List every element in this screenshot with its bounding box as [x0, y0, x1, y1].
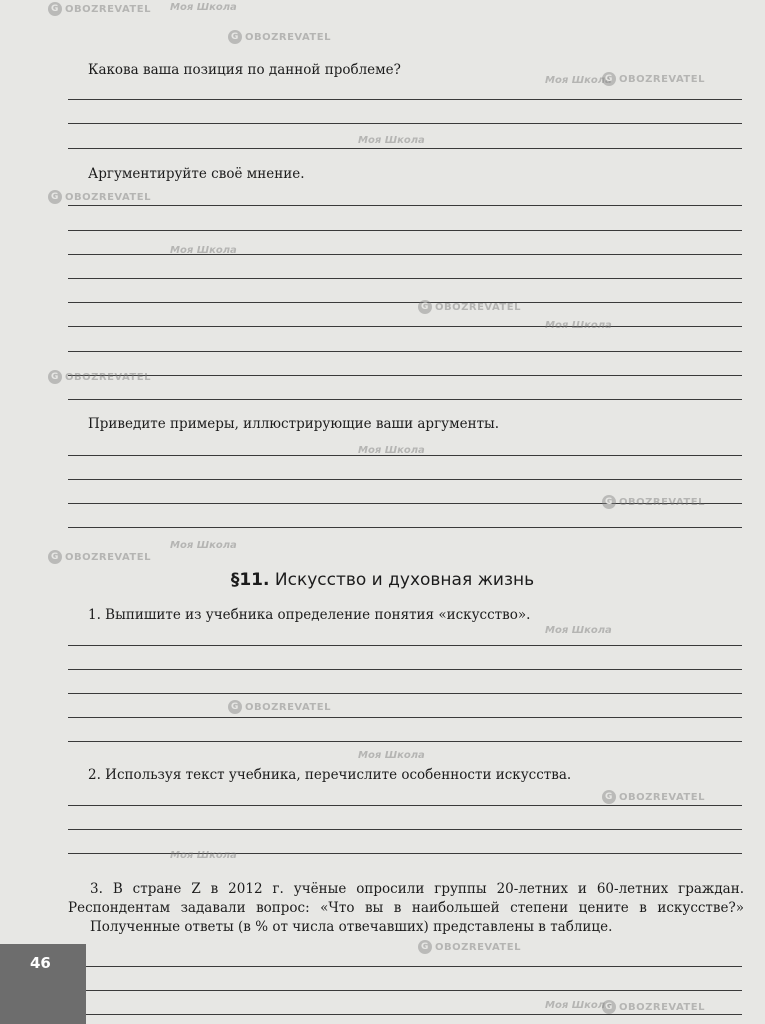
section-heading — [0, 570, 765, 590]
answer-line — [68, 479, 742, 480]
watermark-logo: Моя Школа — [545, 320, 612, 331]
question-argue: Аргументируйте своё мнение. — [88, 166, 305, 182]
question-position: Какова ваша позиция по данной проблеме? — [88, 62, 401, 78]
answer-line — [68, 527, 742, 528]
task-1: 1. Выпишите из учебника определение понятия «искусство». — [88, 607, 531, 623]
watermark-logo: Моя Школа — [170, 850, 237, 861]
watermark-logo: G OBOZREVATEL — [48, 550, 151, 564]
section-number: §11. — [230, 570, 270, 590]
watermark-logo: G OBOZREVATEL — [228, 700, 331, 714]
watermark-logo: G OBOZREVATEL — [602, 790, 705, 804]
answer-line — [68, 829, 742, 830]
task-2: 2. Используя текст учебника, перечислите особенности искусства. — [88, 767, 572, 783]
watermark-logo: Моя Школа — [358, 750, 425, 761]
watermark-logo: G OBOZREVATEL — [48, 190, 151, 204]
watermark-logo: G OBOZREVATEL — [418, 300, 521, 314]
answer-line — [68, 375, 742, 376]
task-3-line: 3. В стране Z в 2012 г. учёные опросили группы 20-летних и 60-летних граждан. — [90, 881, 744, 897]
watermark-logo: Моя Школа — [545, 1000, 612, 1011]
task-3 — [68, 880, 744, 937]
answer-line — [68, 645, 742, 646]
watermark-logo: Моя Школа — [170, 2, 237, 13]
answer-line — [68, 123, 742, 124]
answer-line — [68, 99, 742, 100]
answer-line — [68, 805, 742, 806]
task-3-line: Полученные ответы (в % от числа отвечавших) представлены в таблице. — [90, 919, 613, 935]
answer-line — [68, 148, 742, 149]
page-number-box — [0, 944, 86, 1024]
watermark-logo: G OBOZREVATEL — [48, 2, 151, 16]
answer-line — [68, 326, 742, 327]
watermark-logo: Моя Школа — [358, 135, 425, 146]
answer-line — [68, 230, 742, 231]
answer-line — [68, 399, 742, 400]
answer-line — [68, 205, 742, 206]
answer-line — [68, 278, 742, 279]
answer-line — [68, 669, 742, 670]
watermark-logo: G OBOZREVATEL — [602, 495, 705, 509]
question-examples: Приведите примеры, иллюстрирующие ваши аргументы. — [88, 416, 500, 432]
answer-line — [68, 693, 742, 694]
watermark-logo: Моя Школа — [545, 625, 612, 636]
watermark-logo: G OBOZREVATEL — [228, 30, 331, 44]
watermark-logo: Моя Школа — [170, 245, 237, 256]
watermark-logo: G OBOZREVATEL — [418, 940, 521, 954]
answer-line — [68, 717, 742, 718]
answer-line — [68, 741, 742, 742]
watermark-logo: Моя Школа — [170, 540, 237, 551]
page-number: 46 — [30, 954, 51, 972]
section-title: Искусство и духовная жизнь — [274, 570, 535, 590]
answer-line — [68, 1014, 742, 1015]
watermark-logo: G OBOZREVATEL — [602, 1000, 705, 1014]
task-3-line: Респондентам задавали вопрос: «Что вы в наибольшей степени цените в искусстве?» — [68, 900, 744, 916]
answer-line — [68, 966, 742, 967]
watermark-logo: Моя Школа — [545, 75, 612, 86]
watermark-logo: Моя Школа — [358, 445, 425, 456]
answer-line — [68, 302, 742, 303]
watermark-logo: G OBOZREVATEL — [602, 72, 705, 86]
answer-line — [68, 990, 742, 991]
watermark-logo: G OBOZREVATEL — [48, 370, 151, 384]
answer-line — [68, 351, 742, 352]
